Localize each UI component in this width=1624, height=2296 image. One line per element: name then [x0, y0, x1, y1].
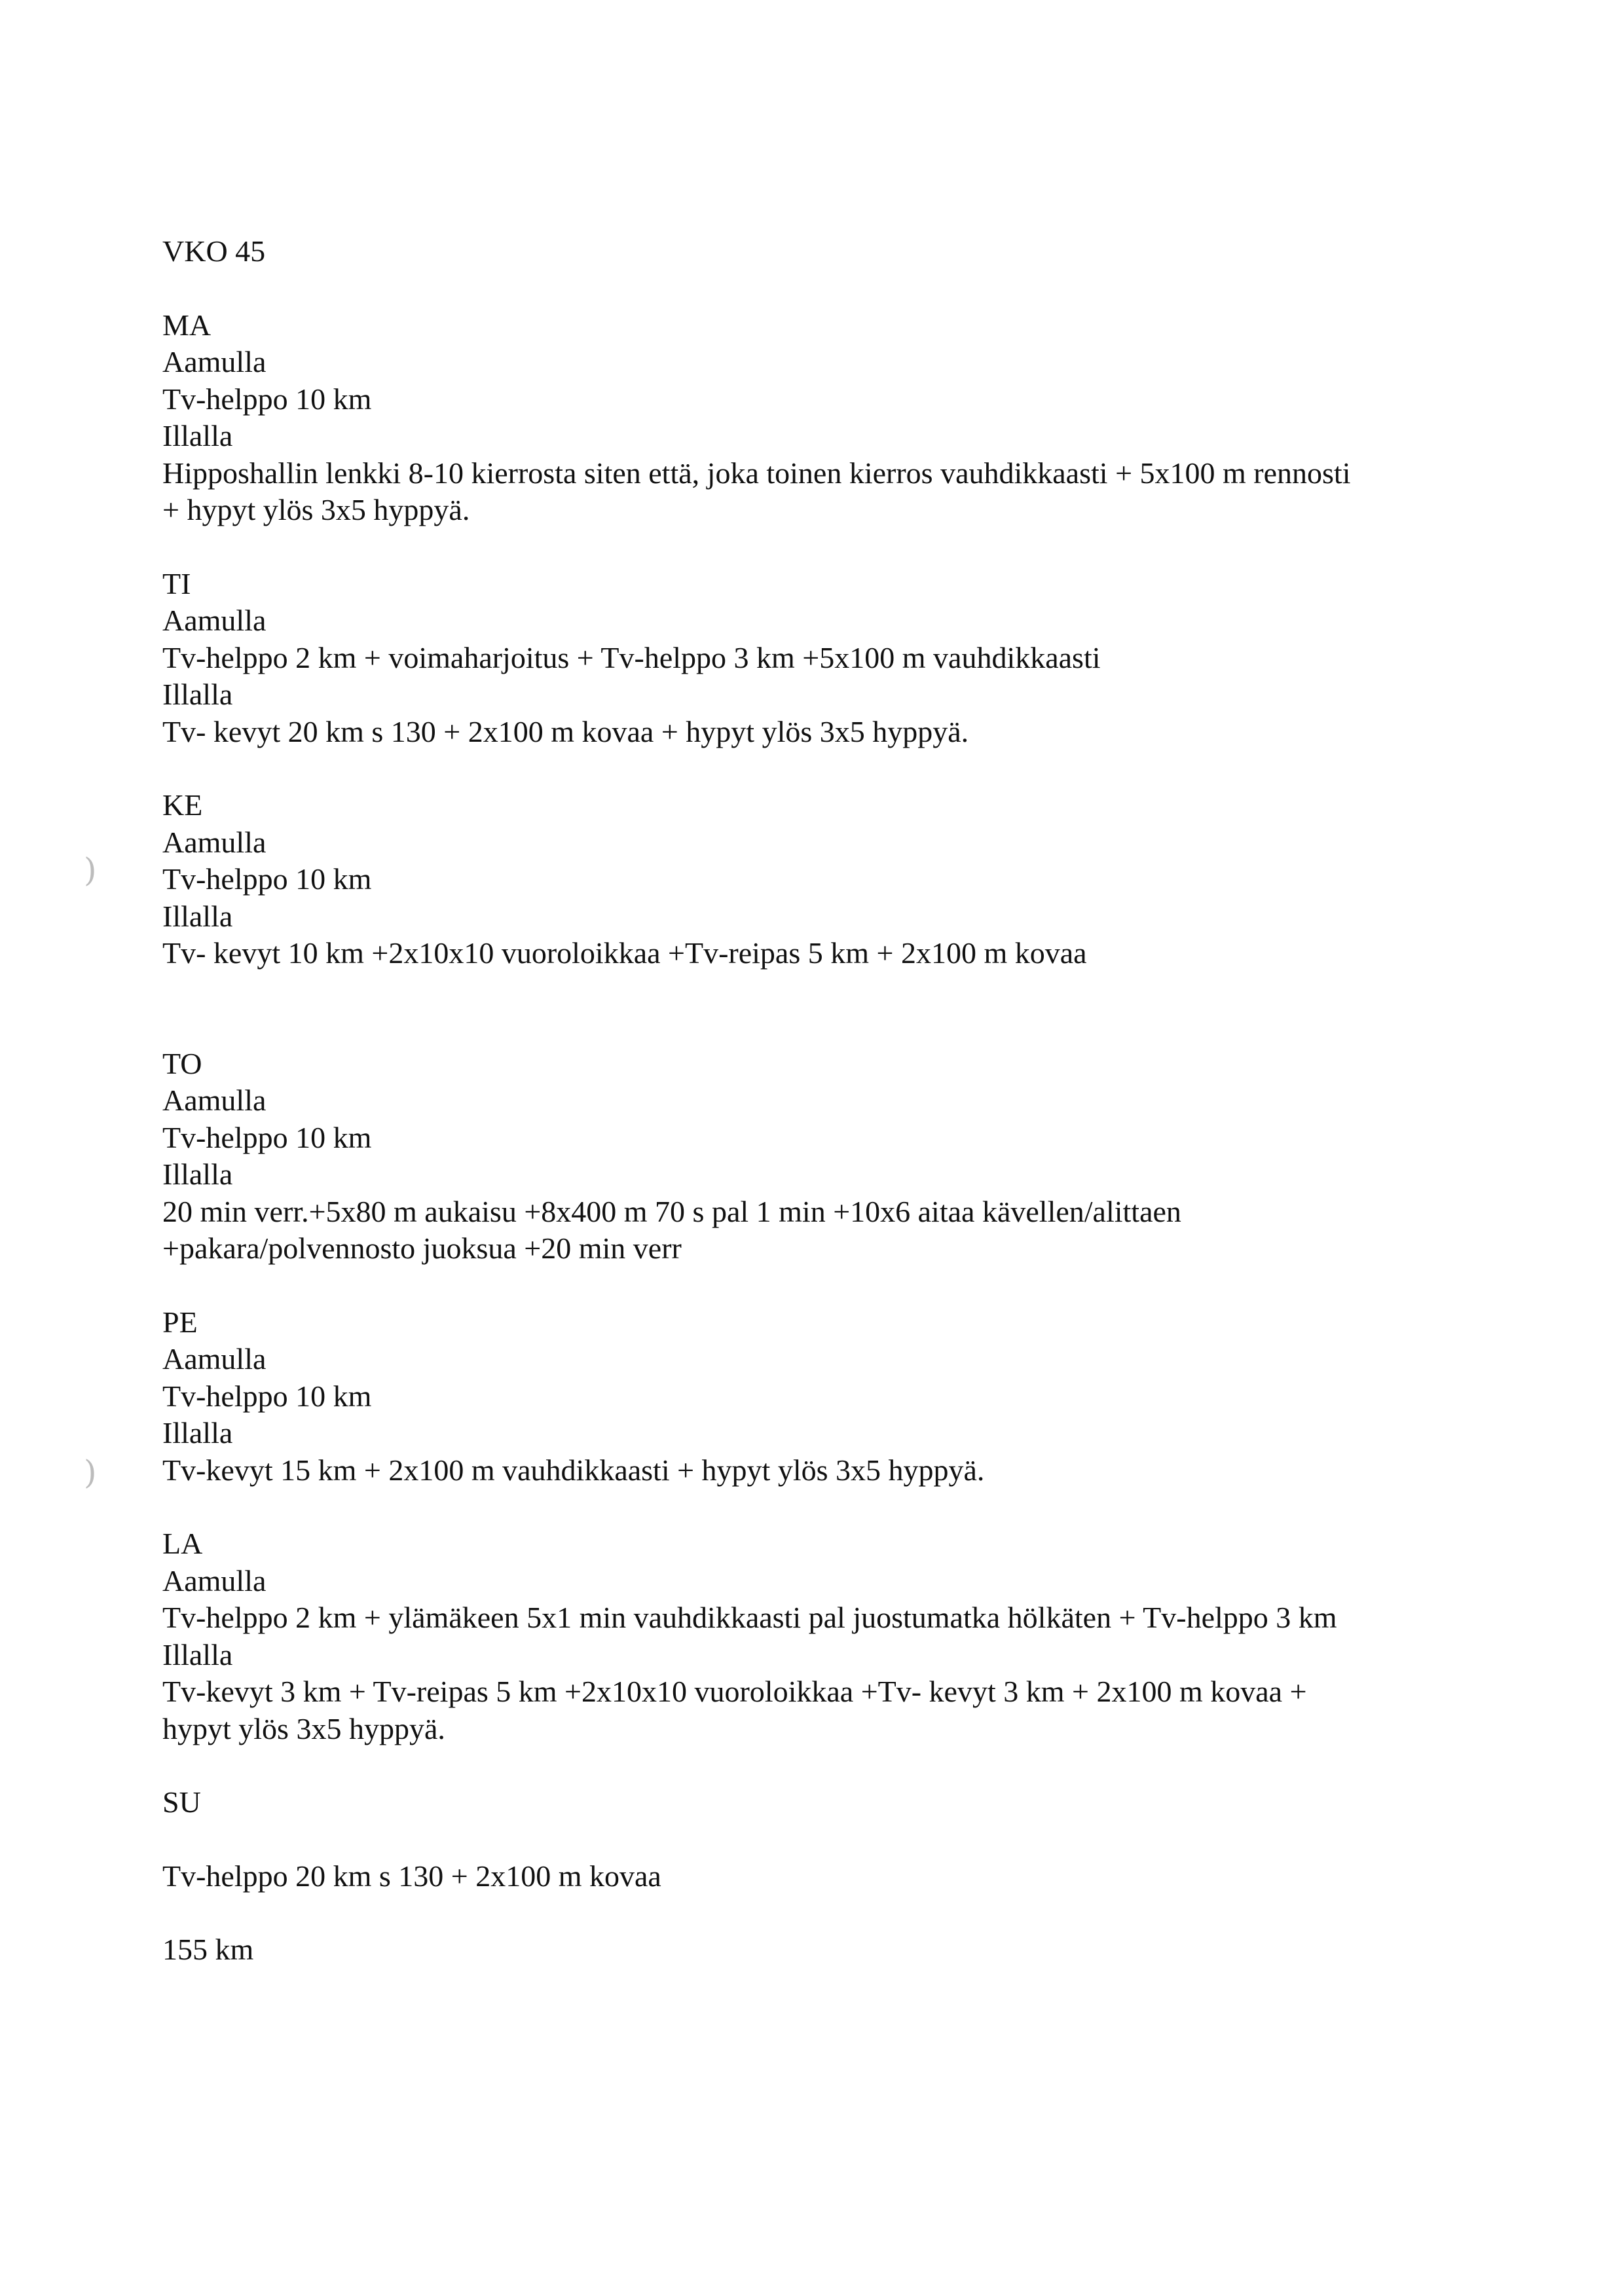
day-heading: MA [162, 308, 212, 342]
sunday-session: Tv-helppo 20 km s 130 + 2x100 m kovaa [162, 1859, 661, 1893]
morning-session: Tv-helppo 10 km [162, 1379, 372, 1413]
evening-label: Illalla [162, 1157, 233, 1191]
scan-artifact-mark: ) [84, 1453, 97, 1491]
evening-session: Tv- kevyt 10 km +2x10x10 vuoroloikkaa +Tv-reipas 5 km + 2x100 m kovaa [162, 936, 1087, 970]
evening-session: Tv-kevyt 15 km + 2x100 m vauhdikkaasti + hypyt ylös 3x5 hyppyä. [162, 1453, 985, 1487]
morning-label: Aamulla [162, 345, 267, 378]
day-section-ke [162, 787, 1472, 972]
morning-label: Aamulla [162, 604, 267, 637]
evening-session-continued: hypyt ylös 3x5 hyppyä. [162, 1711, 445, 1745]
scan-artifact-mark: ) [84, 851, 97, 889]
evening-session: 20 min verr.+5x80 m aukaisu +8x400 m 70 s pal 1 min +10x6 aitaa kävellen/alittaen [162, 1194, 1181, 1228]
day-heading: SU [162, 1785, 201, 1819]
training-program [162, 233, 1472, 1969]
evening-label: Illalla [162, 1416, 233, 1449]
day-heading: KE [162, 788, 203, 822]
day-heading: TO [162, 1046, 202, 1080]
morning-label: Aamulla [162, 1084, 267, 1117]
evening-label: Illalla [162, 678, 233, 711]
evening-session: Hipposhallin lenkki 8-10 kierrosta siten että, joka toinen kierros vauhdikkaasti + 5x100 m rennosti [162, 456, 1351, 490]
morning-session: Tv-helppo 2 km + ylämäkeen 5x1 min vauhdikkaasti pal juostumatka hölkäten + Tv-helppo 3 km [162, 1601, 1337, 1634]
day-section-to [162, 1046, 1472, 1267]
day-section-ti [162, 566, 1472, 751]
day-section-su [162, 1784, 1472, 1895]
evening-session: Tv- kevyt 20 km s 130 + 2x100 m kovaa + hypyt ylös 3x5 hyppyä. [162, 714, 969, 748]
day-heading: LA [162, 1527, 203, 1560]
day-heading: PE [162, 1305, 198, 1339]
evening-session: Tv-kevyt 3 km + Tv-reipas 5 km +2x10x10 vuoroloikkaa +Tv- kevyt 3 km + 2x100 m kovaa + [162, 1675, 1307, 1708]
evening-session-continued: +pakara/polvennosto juoksua +20 min verr [162, 1231, 682, 1265]
morning-session: Tv-helppo 10 km [162, 862, 372, 896]
weekly-total: 155 km [162, 1933, 254, 1966]
morning-label: Aamulla [162, 825, 267, 859]
evening-session-continued: + hypyt ylös 3x5 hyppyä. [162, 493, 470, 526]
day-section-la [162, 1525, 1472, 1747]
day-heading: TI [162, 566, 191, 600]
evening-label: Illalla [162, 899, 233, 933]
day-section-ma [162, 307, 1472, 529]
morning-label: Aamulla [162, 1342, 267, 1376]
week-title: VKO 45 [162, 234, 266, 268]
morning-session: Tv-helppo 10 km [162, 382, 372, 416]
day-section-pe [162, 1304, 1472, 1489]
evening-label: Illalla [162, 1637, 233, 1671]
evening-label: Illalla [162, 419, 233, 452]
morning-session: Tv-helppo 10 km [162, 1120, 372, 1154]
morning-session: Tv-helppo 2 km + voimaharjoitus + Tv-helppo 3 km +5x100 m vauhdikkaasti [162, 640, 1101, 674]
morning-label: Aamulla [162, 1563, 267, 1597]
